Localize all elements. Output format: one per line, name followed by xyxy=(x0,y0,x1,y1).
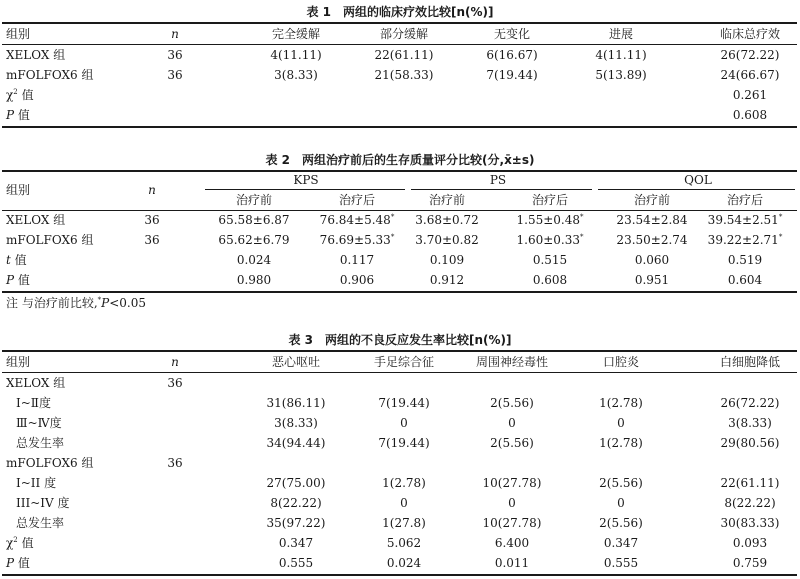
table2-cell: 0.060 xyxy=(634,253,670,267)
table1-cell: 26(72.22) xyxy=(720,48,780,62)
table3-cell: 34(94.44) xyxy=(266,436,326,450)
table3-cell: 1(2.78) xyxy=(599,396,643,410)
table3-header-cell: 手足综合征 xyxy=(373,355,435,369)
table1-header-cell: 无变化 xyxy=(493,27,531,41)
table3-cell: 0.759 xyxy=(732,556,768,570)
table3-header-cell: 恶心呕吐 xyxy=(271,355,321,369)
table3-row xyxy=(0,473,800,493)
table1-header-cell: 部分缓解 xyxy=(379,27,429,41)
table3-row xyxy=(0,453,800,473)
table2-row xyxy=(0,270,800,290)
table1-cell: 21(58.33) xyxy=(374,68,434,82)
table3-header-row xyxy=(0,352,800,372)
table3-row xyxy=(0,513,800,533)
table3-cell: 0.011 xyxy=(494,556,530,570)
table3-cell: 0.024 xyxy=(386,556,422,570)
table3-cell: 0 xyxy=(400,496,408,510)
table3-cell: 36 xyxy=(167,376,183,390)
table3-cell: 0 xyxy=(508,496,516,510)
table2-cell: 0.604 xyxy=(727,273,763,287)
table3-cell: 2(5.56) xyxy=(490,436,534,450)
table2-row xyxy=(0,250,800,270)
table1-cell: P 值 xyxy=(6,108,30,122)
table2-group-header-row xyxy=(0,170,800,197)
table3-cell: 0.347 xyxy=(603,536,639,550)
table3-cell: 29(80.56) xyxy=(720,436,780,450)
table2-cell: 76.84±5.48* xyxy=(319,213,395,227)
table3-header-cell: 周围神经毒性 xyxy=(475,355,549,369)
table2-cell: 1.55±0.48* xyxy=(516,213,584,227)
table3-cell: 0.347 xyxy=(278,536,314,550)
table3-cell: P 值 xyxy=(6,556,30,570)
table3-cell: 31(86.11) xyxy=(266,396,326,410)
table2-cell: 23.54±2.84 xyxy=(616,213,688,227)
table2-cell: 65.62±6.79 xyxy=(218,233,290,247)
table3-cell: 0 xyxy=(617,416,625,430)
table2-cell: 0.515 xyxy=(532,253,568,267)
table1-cell: 3(8.33) xyxy=(274,68,318,82)
table2-note: 注 与治疗前比较,*P<0.05 xyxy=(6,296,146,310)
table2-group-label: 组别 xyxy=(6,183,31,197)
table3-cell: 2(5.56) xyxy=(599,516,643,530)
table2-sub-header-row xyxy=(0,190,800,210)
table3-cell: Ⅲ~Ⅳ度 xyxy=(16,416,62,430)
table2-bottom-rule xyxy=(2,291,797,293)
table2-cell: 0.117 xyxy=(339,253,375,267)
table3-cell: 0.555 xyxy=(278,556,314,570)
table3-header-cell: 组别 xyxy=(6,355,31,369)
table2-sub-header: 治疗后 xyxy=(338,193,376,207)
table2-cell: 0.109 xyxy=(429,253,465,267)
table1-cell: 5(13.89) xyxy=(595,68,647,82)
table2-cell: mFOLFOX6 组 xyxy=(6,233,94,247)
table2-cell: 0.608 xyxy=(532,273,568,287)
table1-cell: 24(66.67) xyxy=(720,68,780,82)
table3-cell: 7(19.44) xyxy=(378,436,430,450)
table3-cell: mFOLFOX6 组 xyxy=(6,456,94,470)
table1-row xyxy=(0,105,800,125)
table3-cell: 10(27.78) xyxy=(482,476,542,490)
table3-bottom-rule xyxy=(2,574,797,576)
table1-row xyxy=(0,45,800,65)
table1-cell: 0.261 xyxy=(732,88,768,102)
table2-n-label: n xyxy=(148,183,156,197)
table3-cell: 3(8.33) xyxy=(728,416,772,430)
table1-cell: 4(11.11) xyxy=(270,48,322,62)
table3-title: 表 3 两组的不良反应发生率比较[n(%)] xyxy=(288,333,512,347)
table3-cell: 6.400 xyxy=(494,536,530,550)
table2-row xyxy=(0,230,800,250)
table1-cell: 7(19.44) xyxy=(486,68,538,82)
table3-cell: 5.062 xyxy=(386,536,422,550)
table1-row xyxy=(0,65,800,85)
table3-row xyxy=(0,413,800,433)
table3-cell: $\chi^2$ 值 xyxy=(6,536,34,550)
table1-cell: 22(61.11) xyxy=(374,48,434,62)
table1-cell: 0.608 xyxy=(732,108,768,122)
table1-title: 表 1 两组的临床疗效比较[n(%)] xyxy=(306,5,494,19)
table3-cell: 35(97.22) xyxy=(266,516,326,530)
table3-row xyxy=(0,393,800,413)
table2-cell: P 值 xyxy=(6,273,30,287)
table1-header-cell: 进展 xyxy=(608,27,634,41)
table1-row xyxy=(0,85,800,105)
table1-header-cell: n xyxy=(171,27,179,41)
table1-cell: XELOX 组 xyxy=(6,48,66,62)
table2-cell: 23.50±2.74 xyxy=(616,233,688,247)
table2-cell: 0.519 xyxy=(727,253,763,267)
table3-cell: 2(5.56) xyxy=(599,476,643,490)
table2-cell: 0.912 xyxy=(429,273,465,287)
table2-cell: 36 xyxy=(144,213,160,227)
table2-group-header: PS xyxy=(489,173,507,187)
table2-cell: 0.906 xyxy=(339,273,375,287)
table1-header-cell: 临床总疗效 xyxy=(719,27,781,41)
table3-cell: 7(19.44) xyxy=(378,396,430,410)
table1-cell: mFOLFOX6 组 xyxy=(6,68,94,82)
table1-cell: 36 xyxy=(167,68,183,82)
table1-cell: 36 xyxy=(167,48,183,62)
table2-cell: 39.22±2.71* xyxy=(707,233,783,247)
table1-bottom-rule xyxy=(2,126,797,128)
table2-sub-header: 治疗前 xyxy=(633,193,671,207)
table2-cell: 1.60±0.33* xyxy=(516,233,584,247)
table3-header-cell: 白细胞降低 xyxy=(719,355,781,369)
table2-sub-header: 治疗后 xyxy=(726,193,764,207)
table3-cell: Ⅰ~Ⅱ度 xyxy=(16,396,51,410)
table2-cell: 0.024 xyxy=(236,253,272,267)
table3-cell: 0.093 xyxy=(732,536,768,550)
table3-header-cell: 口腔炎 xyxy=(602,355,640,369)
table3-cell: 1(2.78) xyxy=(599,436,643,450)
table3-row xyxy=(0,433,800,453)
table3-cell: 30(83.33) xyxy=(720,516,780,530)
table1-header-cell: 组别 xyxy=(6,27,31,41)
table2-row xyxy=(0,210,800,230)
table3-cell: XELOX 组 xyxy=(6,376,66,390)
table2-sub-header: 治疗前 xyxy=(428,193,466,207)
table3-cell: 1(2.78) xyxy=(382,476,426,490)
table3-row xyxy=(0,493,800,513)
table3-row xyxy=(0,373,800,393)
table2-cell: XELOX 组 xyxy=(6,213,66,227)
table3-row xyxy=(0,553,800,573)
table2-sub-header: 治疗前 xyxy=(235,193,273,207)
table3-cell: 3(8.33) xyxy=(274,416,318,430)
table3-cell: 0 xyxy=(508,416,516,430)
table2-cell: 39.54±2.51* xyxy=(707,213,783,227)
table3-cell: I~II 度 xyxy=(16,476,57,490)
table3-cell: 36 xyxy=(167,456,183,470)
table3-cell: 0.555 xyxy=(603,556,639,570)
table3-row xyxy=(0,533,800,553)
table3-cell: 0 xyxy=(400,416,408,430)
table3-cell: 10(27.78) xyxy=(482,516,542,530)
table2-cell: 0.980 xyxy=(236,273,272,287)
table2-cell: t 值 xyxy=(6,253,27,267)
table3-cell: 27(75.00) xyxy=(266,476,326,490)
table3-cell: 22(61.11) xyxy=(720,476,780,490)
table2-cell: 65.58±6.87 xyxy=(218,213,290,227)
table1-header-cell: 完全缓解 xyxy=(271,27,321,41)
table3-cell: 0 xyxy=(617,496,625,510)
table2-cell: 76.69±5.33* xyxy=(319,233,395,247)
table2-cell: 3.70±0.82 xyxy=(415,233,479,247)
table3-cell: 8(22.22) xyxy=(270,496,322,510)
table3-cell: III~IV 度 xyxy=(16,496,70,510)
table1-cell: $\chi^2$ 值 xyxy=(6,88,34,102)
table3-header-cell: n xyxy=(171,355,179,369)
table2-group-header: KPS xyxy=(293,173,319,187)
table1-cell: 6(16.67) xyxy=(486,48,538,62)
table3-cell: 8(22.22) xyxy=(724,496,776,510)
table3-cell: 总发生率 xyxy=(16,436,65,450)
table3-cell: 1(27.8) xyxy=(382,516,426,530)
table1-cell: 4(11.11) xyxy=(595,48,647,62)
table2-sub-header: 治疗后 xyxy=(531,193,569,207)
table1-header-row xyxy=(0,24,800,44)
table3-cell: 2(5.56) xyxy=(490,396,534,410)
table3-cell: 26(72.22) xyxy=(720,396,780,410)
table2-group-header: QOL xyxy=(684,173,712,187)
table2-cell: 3.68±0.72 xyxy=(415,213,479,227)
table2-cell: 36 xyxy=(144,233,160,247)
table2-cell: 0.951 xyxy=(634,273,670,287)
table2-title: 表 2 两组治疗前后的生存质量评分比较(分,x̄±s) xyxy=(265,153,535,167)
table3-cell: 总发生率 xyxy=(16,516,65,530)
